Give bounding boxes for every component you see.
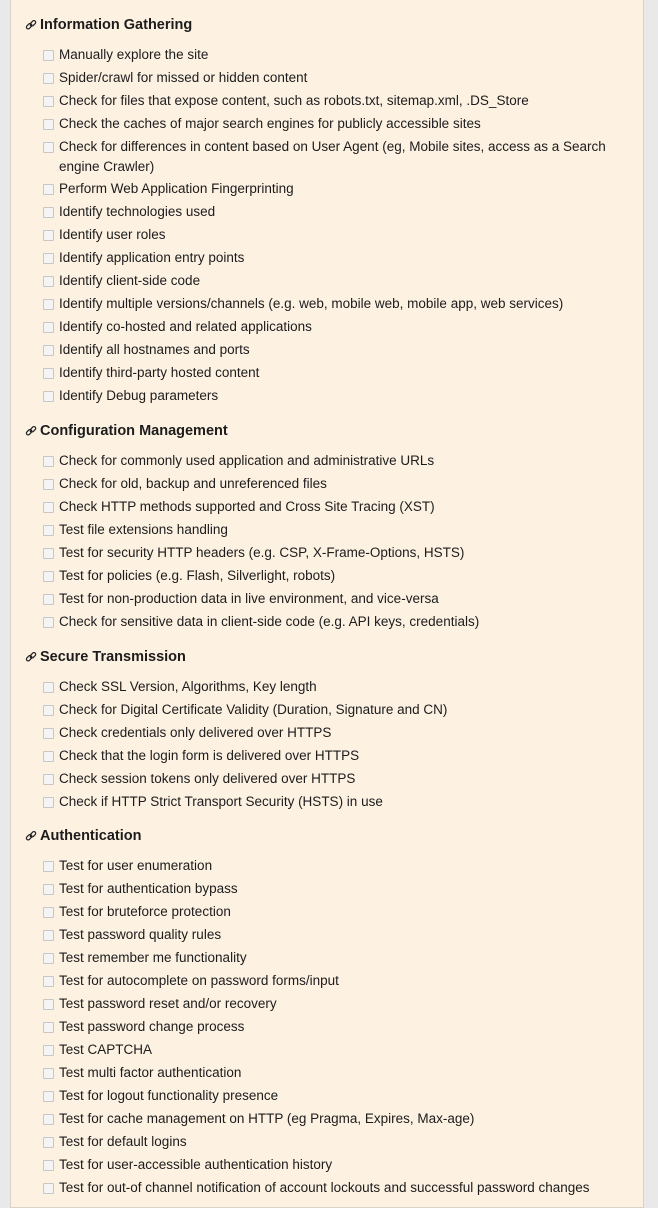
checkbox[interactable]	[43, 96, 54, 107]
checklist-item[interactable]: Check HTTP methods supported and Cross Site Tracing (XST)	[43, 497, 623, 517]
checkbox[interactable]	[43, 907, 54, 918]
checklist-item[interactable]: Test password quality rules	[43, 925, 623, 945]
checklist-item[interactable]: Test remember me functionality	[43, 948, 623, 968]
checkbox[interactable]	[43, 1068, 54, 1079]
checkbox[interactable]	[43, 276, 54, 287]
checklist-item[interactable]: Check session tokens only delivered over HTTPS	[43, 769, 623, 789]
checkbox[interactable]	[43, 1022, 54, 1033]
checkbox[interactable]	[43, 299, 54, 310]
checkbox[interactable]	[43, 548, 54, 559]
checkbox[interactable]	[43, 1091, 54, 1102]
checkbox[interactable]	[43, 594, 54, 605]
checkbox[interactable]	[43, 617, 54, 628]
checklist-item[interactable]: Identify co-hosted and related applications	[43, 317, 623, 337]
checklist-item[interactable]: Identify multiple versions/channels (e.g. web, mobile web, mobile app, web services)	[43, 294, 623, 314]
checkbox[interactable]	[43, 207, 54, 218]
checklist-item[interactable]: Test for user enumeration	[43, 856, 623, 876]
checkbox[interactable]	[43, 571, 54, 582]
checklist-item[interactable]: Test password change process	[43, 1017, 623, 1037]
checklist-item[interactable]: Test file extensions handling	[43, 520, 623, 540]
checklist-item[interactable]: Test CAPTCHA	[43, 1040, 623, 1060]
section-title: Authentication	[40, 828, 142, 844]
checklist-item[interactable]: Identify user roles	[43, 225, 623, 245]
checkbox[interactable]	[43, 322, 54, 333]
checklist-item[interactable]: Test for autocomplete on password forms/input	[43, 971, 623, 991]
checkbox[interactable]	[43, 751, 54, 762]
link-icon	[25, 425, 37, 437]
checklist-panel	[10, 0, 644, 1208]
checkbox[interactable]	[43, 456, 54, 467]
checkbox[interactable]	[43, 345, 54, 356]
section-title: Information Gathering	[40, 17, 193, 33]
checklist-item[interactable]: Test for default logins	[43, 1132, 623, 1152]
checkbox[interactable]	[43, 1183, 54, 1194]
section-heading[interactable]	[25, 420, 228, 442]
checklist-item[interactable]: Test for non-production data in live environment, and vice-versa	[43, 589, 623, 609]
checkbox[interactable]	[43, 705, 54, 716]
checklist-item[interactable]: Test for cache management on HTTP (eg Pragma, Expires, Max-age)	[43, 1109, 623, 1129]
link-icon	[25, 830, 37, 842]
checklist-item[interactable]: Check that the login form is delivered over HTTPS	[43, 746, 623, 766]
checklist-item[interactable]: Test for policies (e.g. Flash, Silverlight, robots)	[43, 566, 623, 586]
checklist-item[interactable]: Check SSL Version, Algorithms, Key length	[43, 677, 623, 697]
checkbox[interactable]	[43, 682, 54, 693]
checkbox[interactable]	[43, 976, 54, 987]
checklist-item[interactable]: Check for differences in content based on User Agent (eg, Mobile sites, access as a Search engine Crawler)	[43, 137, 623, 177]
checkbox[interactable]	[43, 861, 54, 872]
checklist-item[interactable]: Manually explore the site	[43, 45, 623, 65]
checkbox[interactable]	[43, 230, 54, 241]
checklist-item[interactable]: Identify Debug parameters	[43, 386, 623, 406]
checklist-item[interactable]: Spider/crawl for missed or hidden content	[43, 68, 623, 88]
checkbox[interactable]	[43, 999, 54, 1010]
section-heading[interactable]	[25, 646, 186, 668]
section-title: Configuration Management	[40, 423, 228, 439]
checkbox[interactable]	[43, 1160, 54, 1171]
checkbox[interactable]	[43, 391, 54, 402]
checklist-item[interactable]: Test for security HTTP headers (e.g. CSP, X-Frame-Options, HSTS)	[43, 543, 623, 563]
section-heading[interactable]	[25, 825, 142, 847]
checkbox[interactable]	[43, 728, 54, 739]
checklist-item[interactable]: Test multi factor authentication	[43, 1063, 623, 1083]
checkbox[interactable]	[43, 184, 54, 195]
checklist-item[interactable]: Check the caches of major search engines for publicly accessible sites	[43, 114, 623, 134]
checklist-item[interactable]: Identify client-side code	[43, 271, 623, 291]
checklist-item[interactable]: Test for authentication bypass	[43, 879, 623, 899]
checkbox[interactable]	[43, 479, 54, 490]
checkbox[interactable]	[43, 142, 54, 153]
checklist-item[interactable]: Test password reset and/or recovery	[43, 994, 623, 1014]
checklist-item[interactable]: Check for commonly used application and administrative URLs	[43, 451, 623, 471]
link-icon	[25, 19, 37, 31]
checkbox[interactable]	[43, 1114, 54, 1125]
link-icon	[25, 651, 37, 663]
checkbox[interactable]	[43, 1045, 54, 1056]
checkbox[interactable]	[43, 774, 54, 785]
checkbox[interactable]	[43, 73, 54, 84]
checklist-item[interactable]: Identify third-party hosted content	[43, 363, 623, 383]
checkbox[interactable]	[43, 884, 54, 895]
checklist-item[interactable]: Perform Web Application Fingerprinting	[43, 179, 623, 199]
checklist-item[interactable]: Test for bruteforce protection	[43, 902, 623, 922]
checklist-item[interactable]: Identify all hostnames and ports	[43, 340, 623, 360]
checklist-item[interactable]: Test for user-accessible authentication history	[43, 1155, 623, 1175]
checkbox[interactable]	[43, 797, 54, 808]
checkbox[interactable]	[43, 50, 54, 61]
checkbox[interactable]	[43, 1137, 54, 1148]
checklist-item[interactable]: Check if HTTP Strict Transport Security (HSTS) in use	[43, 792, 623, 812]
checklist-item[interactable]: Check for old, backup and unreferenced files	[43, 474, 623, 494]
checklist-item[interactable]: Test for out-of channel notification of account lockouts and successful password changes	[43, 1178, 623, 1198]
checklist-item[interactable]: Identify application entry points	[43, 248, 623, 268]
checkbox[interactable]	[43, 930, 54, 941]
checklist-item[interactable]: Check for files that expose content, such as robots.txt, sitemap.xml, .DS_Store	[43, 91, 623, 111]
checklist-item[interactable]: Check for Digital Certificate Validity (Duration, Signature and CN)	[43, 700, 623, 720]
checkbox[interactable]	[43, 253, 54, 264]
section-heading[interactable]	[25, 14, 192, 36]
checklist-item[interactable]: Check for sensitive data in client-side code (e.g. API keys, credentials)	[43, 612, 623, 632]
checkbox[interactable]	[43, 525, 54, 536]
checklist-item[interactable]: Check credentials only delivered over HTTPS	[43, 723, 623, 743]
checklist-item[interactable]: Test for logout functionality presence	[43, 1086, 623, 1106]
checkbox[interactable]	[43, 953, 54, 964]
checkbox[interactable]	[43, 502, 54, 513]
checklist-item[interactable]: Identify technologies used	[43, 202, 623, 222]
checkbox[interactable]	[43, 119, 54, 130]
section-title: Secure Transmission	[40, 649, 186, 665]
checkbox[interactable]	[43, 368, 54, 379]
